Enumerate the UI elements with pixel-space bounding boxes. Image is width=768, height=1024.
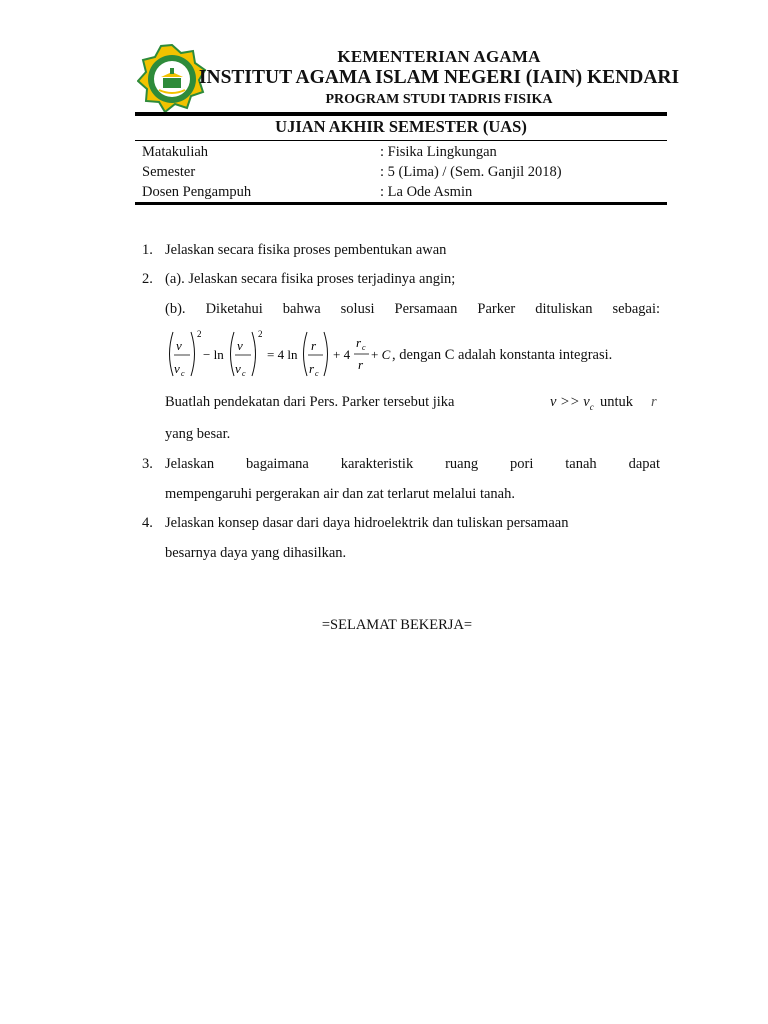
svg-text:+ C: + C [371, 347, 391, 362]
question-2b-intro: (b). Diketahui bahwa solusi Persamaan Parker dituliskan sebagai: [165, 301, 660, 317]
svg-text:= 4 ln: = 4 ln [267, 347, 298, 362]
question-number: 1. [142, 242, 153, 258]
svg-text:2: 2 [258, 329, 263, 339]
info-label: Semester [142, 164, 196, 180]
question-2a-text: (a). Jelaskan secara fisika proses terjadinya angin; [165, 271, 456, 287]
svg-text:v: v [176, 338, 182, 353]
svg-text:r: r [311, 338, 317, 353]
svg-text:c: c [315, 369, 319, 378]
question-4-line2: besarnya daya yang dihasilkan. [165, 545, 347, 561]
question-3-line2: mempengaruhi pergerakan air dan zat terlarut melalui tanah. [165, 486, 515, 502]
svg-text:+ 4: + 4 [333, 347, 351, 362]
exam-title: UJIAN AKHIR SEMESTER (UAS) [275, 117, 527, 136]
svg-text:r: r [358, 357, 364, 372]
question-4-line1: Jelaskan konsep dasar dari daya hidroelektrik dan tuliskan persamaan [165, 515, 569, 531]
question-2b-approx-text: Buatlah pendekatan dari Pers. Parker tersebut jika [165, 394, 455, 410]
info-value: : Fisika Lingkungan [380, 144, 497, 160]
question-3-line1: Jelaskan bagaimana karakteristik ruang pori tanah dapat [165, 456, 660, 472]
svg-text:c: c [362, 343, 366, 352]
question-number: 4. [142, 515, 153, 531]
program-title: PROGRAM STUDI TADRIS FISIKA [325, 92, 553, 107]
ministry-title: KEMENTERIAN AGAMA [337, 47, 541, 66]
svg-text:r: r [356, 335, 362, 350]
question-1-text: Jelaskan secara fisika proses pembentukan awan [165, 242, 447, 258]
question-2b-equation-suffix: , dengan C adalah konstanta integrasi. [392, 347, 613, 363]
info-value: : 5 (Lima) / (Sem. Ganjil 2018) [380, 164, 562, 180]
math-r: r [651, 394, 657, 410]
svg-text:v: v [235, 361, 241, 376]
question-number: 2. [142, 271, 153, 287]
math-v-gg-vc: $v >> v_c$ [550, 394, 594, 412]
question-2b-tail: yang besar. [165, 426, 231, 442]
svg-text:v: v [237, 338, 243, 353]
svg-text:c: c [181, 369, 185, 378]
svg-text:− ln: − ln [203, 347, 224, 362]
question-number: 3. [142, 456, 153, 472]
header-rule-thick [135, 112, 667, 116]
info-value: : La Ode Asmin [380, 184, 473, 200]
info-label: Matakuliah [142, 144, 209, 160]
svg-text:2: 2 [197, 329, 202, 339]
question-2b-untuk: untuk [600, 394, 634, 410]
svg-text:v: v [174, 361, 180, 376]
svg-text:c: c [242, 369, 246, 378]
institute-title: INSTITUT AGAMA ISLAM NEGERI (IAIN) KENDARI [198, 67, 680, 88]
title-rule [135, 140, 667, 141]
svg-text:r: r [309, 361, 315, 376]
closing-text: =SELAMAT BEKERJA= [321, 617, 473, 633]
info-label: Dosen Pengampuh [142, 184, 252, 200]
info-rule-thick [135, 202, 667, 205]
